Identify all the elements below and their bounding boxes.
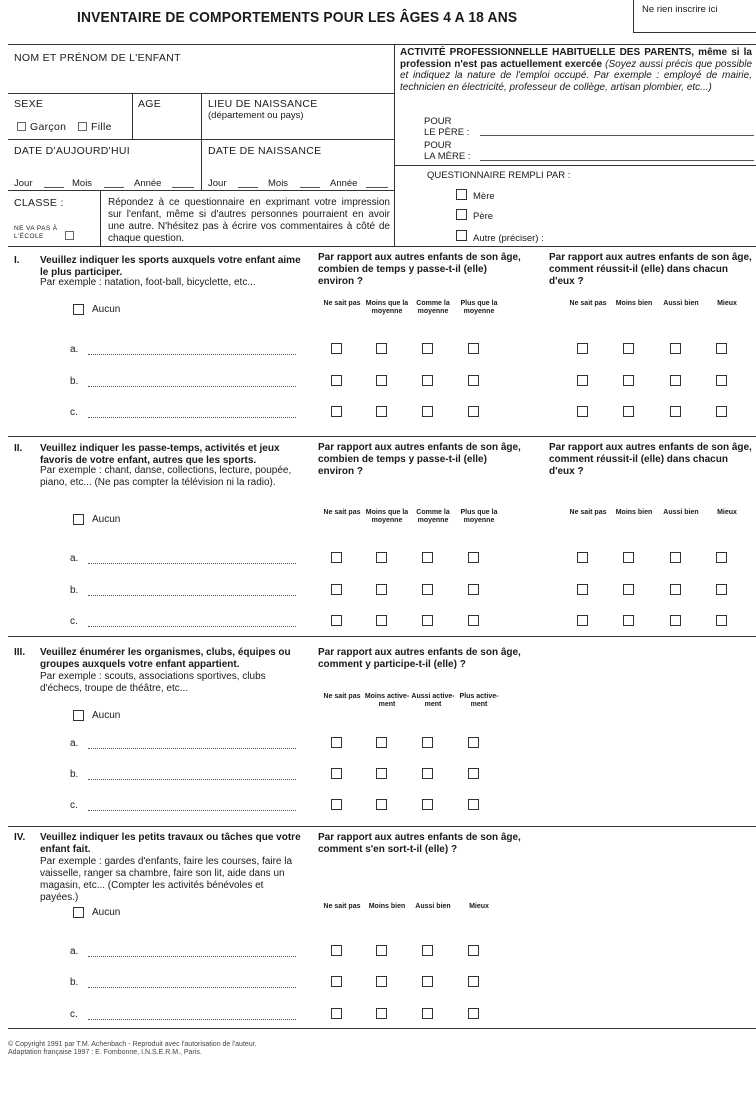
row-entry-field[interactable] (88, 748, 296, 749)
rating-checkbox[interactable] (331, 552, 342, 563)
rating-checkbox[interactable] (331, 737, 342, 748)
birthplace-sub-label: (département ou pays) (208, 110, 304, 121)
column-1-title: Par rapport aux autres enfants de son âge, comment y participe-t-il (elle) ? (318, 647, 521, 670)
birth-year-label: Année (330, 178, 358, 189)
rating-checkbox[interactable] (422, 768, 433, 779)
rating-checkbox[interactable] (468, 976, 479, 987)
rating-checkbox[interactable] (376, 768, 387, 779)
rating-checkbox[interactable] (331, 945, 342, 956)
section-number: I. (14, 255, 20, 266)
rating-checkbox[interactable] (468, 737, 479, 748)
rating-checkbox[interactable] (670, 615, 681, 626)
rating-checkbox[interactable] (422, 406, 433, 417)
rating-checkbox[interactable] (716, 406, 727, 417)
row-label: c. (70, 800, 78, 811)
rating-checkbox[interactable] (577, 552, 588, 563)
birth-month-field[interactable] (300, 187, 320, 188)
section-number: II. (14, 443, 23, 454)
row-entry-field[interactable] (88, 417, 296, 418)
row-entry-field[interactable] (88, 386, 296, 387)
filled-by-other-checkbox[interactable] (456, 230, 467, 241)
row-label: a. (70, 344, 79, 355)
section-question: Veuillez énumérer les organismes, clubs, équipes ou groupes auxquels votre enfant appartient. (40, 647, 291, 670)
rating-checkbox[interactable] (623, 406, 634, 417)
boy-checkbox[interactable] (17, 122, 26, 131)
rating-checkbox[interactable] (468, 406, 479, 417)
rating-checkbox[interactable] (422, 1008, 433, 1019)
none-label: Aucun (92, 304, 121, 315)
column-2-header: Moins bien (615, 509, 653, 516)
age-label: AGE (138, 98, 162, 110)
row-label: a. (70, 946, 79, 957)
section-number: IV. (14, 832, 26, 843)
rating-checkbox[interactable] (376, 343, 387, 354)
row-label: a. (70, 738, 79, 749)
today-day-label: Jour (14, 178, 33, 189)
column-1-header: Moins active-ment (364, 693, 410, 708)
row-entry-field[interactable] (88, 987, 296, 988)
rating-checkbox[interactable] (468, 1008, 479, 1019)
sex-label: SEXE (14, 98, 44, 110)
rating-checkbox[interactable] (577, 343, 588, 354)
row-entry-field[interactable] (88, 810, 296, 811)
rating-checkbox[interactable] (623, 584, 634, 595)
rating-checkbox[interactable] (623, 552, 634, 563)
column-1-header: Aussi bien (415, 903, 451, 910)
column-1-header: Ne sait pas (323, 693, 361, 700)
rating-checkbox[interactable] (331, 799, 342, 810)
column-1-header: Ne sait pas (323, 509, 361, 516)
column-1-title: Par rapport aux autres enfants de son âge, combien de temps y passe-t-il (elle) environ ? (318, 252, 521, 287)
column-2-title: Par rapport aux autres enfants de son âge, comment réussit-il (elle) dans chacun d'eux ? (549, 252, 752, 287)
today-month-label: Mois (72, 178, 93, 189)
section-example: Par exemple : natation, foot-ball, bicyclette, etc... (40, 277, 256, 288)
filled-by-father-checkbox[interactable] (456, 209, 467, 220)
today-month-field[interactable] (104, 187, 124, 188)
birth-year-field[interactable] (366, 187, 388, 188)
girl-label: Fille (91, 121, 112, 133)
rating-checkbox[interactable] (623, 375, 634, 386)
rating-checkbox[interactable] (376, 375, 387, 386)
rating-checkbox[interactable] (468, 799, 479, 810)
section-example: Par exemple : scouts, associations sportives, clubs d'échecs, troupe de théâtre, etc... (40, 671, 266, 694)
column-1-header: Moins que la moyenne (365, 300, 409, 315)
row-label: b. (70, 585, 79, 596)
rating-checkbox[interactable] (422, 343, 433, 354)
today-year-field[interactable] (172, 187, 194, 188)
rating-checkbox[interactable] (422, 945, 433, 956)
rating-checkbox[interactable] (376, 1008, 387, 1019)
column-2-header: Mieux (717, 509, 737, 516)
rating-checkbox[interactable] (577, 406, 588, 417)
rating-checkbox[interactable] (376, 406, 387, 417)
rating-checkbox[interactable] (670, 375, 681, 386)
row-label: c. (70, 1009, 78, 1020)
rating-checkbox[interactable] (623, 343, 634, 354)
column-1-header: Aussi active-ment (411, 693, 455, 708)
today-year-label: Année (134, 178, 162, 189)
column-1-header: Plus que la moyenne (460, 300, 498, 315)
rating-checkbox[interactable] (376, 945, 387, 956)
column-2-header: Aussi bien (663, 509, 699, 516)
child-name-label: NOM ET PRÉNOM DE L'ENFANT (14, 52, 181, 64)
no-school-label: NE VA PAS À L'ÉCOLE (14, 225, 58, 240)
column-1-title: Par rapport aux autres enfants de son âge, combien de temps y passe-t-il (elle) environ ? (318, 442, 521, 477)
rating-checkbox[interactable] (331, 406, 342, 417)
column-2-title: Par rapport aux autres enfants de son âge, comment réussit-il (elle) dans chacun d'eux ? (549, 442, 752, 477)
column-1-header: Ne sait pas (323, 903, 361, 910)
mother-label: LA MÈRE : (424, 151, 471, 162)
rating-checkbox[interactable] (468, 375, 479, 386)
column-1-header: Mieux (469, 903, 489, 910)
rating-checkbox[interactable] (468, 584, 479, 595)
column-1-header: Moins bien (368, 903, 406, 910)
section-question: Veuillez indiquer les sports auxquels votre enfant aime le plus participer. (40, 255, 301, 278)
row-label: a. (70, 553, 79, 564)
page-title: INVENTAIRE DE COMPORTEMENTS POUR LES ÂGES 4 A 18 ANS (77, 9, 518, 26)
rating-checkbox[interactable] (422, 375, 433, 386)
rating-checkbox[interactable] (376, 615, 387, 626)
instructions-text: Répondez à ce questionnaire en exprimant votre impression sur l'enfant, même si d'autres personnes pourraient en avoir une autre. N'hésitez pas à écrire vos commentaires à côté de chaque question. (108, 197, 390, 244)
row-entry-field[interactable] (88, 626, 296, 627)
filled-by-mother-checkbox[interactable] (456, 189, 467, 200)
rating-checkbox[interactable] (331, 1008, 342, 1019)
rating-checkbox[interactable] (422, 552, 433, 563)
none-label: Aucun (92, 907, 121, 918)
none-checkbox[interactable] (73, 514, 84, 525)
boy-label: Garçon (30, 121, 67, 133)
row-label: b. (70, 977, 79, 988)
section-question: Veuillez indiquer les petits travaux ou tâches que votre enfant fait. (40, 832, 301, 855)
rating-checkbox[interactable] (468, 552, 479, 563)
birth-month-label: Mois (268, 178, 289, 189)
column-1-header: Plus active-ment (459, 693, 499, 708)
pour-mother-label: POUR (424, 140, 452, 151)
rating-checkbox[interactable] (376, 799, 387, 810)
column-2-header: Moins bien (615, 300, 653, 307)
row-entry-field[interactable] (88, 956, 296, 957)
rating-checkbox[interactable] (331, 375, 342, 386)
copyright-text: © Copyright 1991 par T.M. Achenbach - Reproduit avec l'autorisation de l'auteur. (8, 1041, 257, 1048)
column-1-header: Comme la moyenne (416, 509, 450, 524)
rating-checkbox[interactable] (716, 584, 727, 595)
column-2-header: Mieux (717, 300, 737, 307)
rating-checkbox[interactable] (376, 584, 387, 595)
column-1-header: Comme la moyenne (416, 300, 450, 315)
girl-checkbox[interactable] (78, 122, 87, 131)
row-entry-field[interactable] (88, 779, 296, 780)
pour-father-label: POUR (424, 116, 452, 127)
no-school-checkbox[interactable] (65, 231, 74, 240)
column-1-title: Par rapport aux autres enfants de son âge, comment s'en sort-t-il (elle) ? (318, 832, 521, 855)
row-entry-field[interactable] (88, 354, 296, 355)
rating-checkbox[interactable] (422, 584, 433, 595)
filled-by-mother-label: Mère (473, 191, 495, 202)
section-question: Veuillez indiquer les passe-temps, activités et jeux favoris de votre enfant, autres que les sports. (40, 443, 280, 466)
adaptation-text: Adaptation française 1997 : E. Fombonne, I.N.S.E.R.M., Paris. (8, 1049, 202, 1056)
column-2-header: Aussi bien (663, 300, 699, 307)
none-checkbox[interactable] (73, 907, 84, 918)
column-1-header: Plus que la moyenne (460, 509, 498, 524)
column-2-header: Ne sait pas (569, 509, 607, 516)
rating-checkbox[interactable] (577, 375, 588, 386)
rating-checkbox[interactable] (331, 343, 342, 354)
rating-checkbox[interactable] (376, 552, 387, 563)
birthplace-label: LIEU DE NAISSANCE (208, 98, 318, 110)
rating-checkbox[interactable] (670, 552, 681, 563)
rating-checkbox[interactable] (468, 615, 479, 626)
father-label: LE PÈRE : (424, 127, 470, 138)
rating-checkbox[interactable] (716, 552, 727, 563)
rating-checkbox[interactable] (716, 343, 727, 354)
section-number: III. (14, 647, 26, 658)
rating-checkbox[interactable] (331, 768, 342, 779)
column-1-header: Ne sait pas (323, 300, 361, 307)
birthdate-label: DATE DE NAISSANCE (208, 145, 322, 157)
father-occupation-field[interactable] (480, 135, 754, 136)
column-1-header: Moins que la moyenne (365, 509, 409, 524)
rating-checkbox[interactable] (468, 768, 479, 779)
section-example: Par exemple : gardes d'enfants, faire les courses, faire la vaisselle, ranger sa chambre, faire son lit, aide dans un magasin, etc... (Compter les activités bénévoles et payées.) (40, 856, 293, 903)
filled-by-other-label: Autre (préciser) : (473, 233, 544, 244)
mother-occupation-field[interactable] (480, 160, 754, 161)
row-entry-field[interactable] (88, 595, 296, 596)
rating-checkbox[interactable] (670, 406, 681, 417)
none-checkbox[interactable] (73, 304, 84, 315)
rating-checkbox[interactable] (422, 976, 433, 987)
none-label: Aucun (92, 710, 121, 721)
filled-by-father-label: Père (473, 211, 494, 222)
row-label: c. (70, 407, 78, 418)
rating-checkbox[interactable] (577, 584, 588, 595)
rating-checkbox[interactable] (577, 615, 588, 626)
row-label: b. (70, 376, 79, 387)
rating-checkbox[interactable] (670, 584, 681, 595)
rating-checkbox[interactable] (468, 343, 479, 354)
row-entry-field[interactable] (88, 563, 296, 564)
row-label: c. (70, 616, 78, 627)
rating-checkbox[interactable] (422, 615, 433, 626)
class-label: CLASSE : (14, 197, 64, 209)
rating-checkbox[interactable] (376, 737, 387, 748)
rating-checkbox[interactable] (670, 343, 681, 354)
today-day-field[interactable] (44, 187, 64, 188)
rating-checkbox[interactable] (331, 615, 342, 626)
birth-day-field[interactable] (238, 187, 258, 188)
rating-checkbox[interactable] (623, 615, 634, 626)
parents-heading: ACTIVITÉ PROFESSIONNELLE HABITUELLE DES PARENTS, même si la profession n'est pas actuellement exercée (Soyez aussi précis que possible et indiquez la nature de l'emploi occupé. Par exemple : employé de mairie, technicien en électricité, professeur de collège, artisan plombier, etc...) (400, 47, 753, 93)
rating-checkbox[interactable] (716, 375, 727, 386)
section-example: Par exemple : chant, danse, collections, lecture, poupée, piano, etc... (Ne pas compter la télévision ni la radio). (40, 465, 292, 488)
filled-by-label: QUESTIONNAIRE REMPLI PAR : (427, 170, 571, 181)
rating-checkbox[interactable] (468, 945, 479, 956)
rating-checkbox[interactable] (422, 737, 433, 748)
today-date-label: DATE D'AUJOURD'HUI (14, 145, 130, 157)
row-label: b. (70, 769, 79, 780)
row-entry-field[interactable] (88, 1019, 296, 1020)
none-label: Aucun (92, 514, 121, 525)
rating-checkbox[interactable] (716, 615, 727, 626)
none-checkbox[interactable] (73, 710, 84, 721)
rating-checkbox[interactable] (422, 799, 433, 810)
column-2-header: Ne sait pas (569, 300, 607, 307)
rating-checkbox[interactable] (376, 976, 387, 987)
rating-checkbox[interactable] (331, 976, 342, 987)
office-use-label: Ne rien inscrire ici (642, 4, 718, 15)
rating-checkbox[interactable] (331, 584, 342, 595)
birth-day-label: Jour (208, 178, 227, 189)
